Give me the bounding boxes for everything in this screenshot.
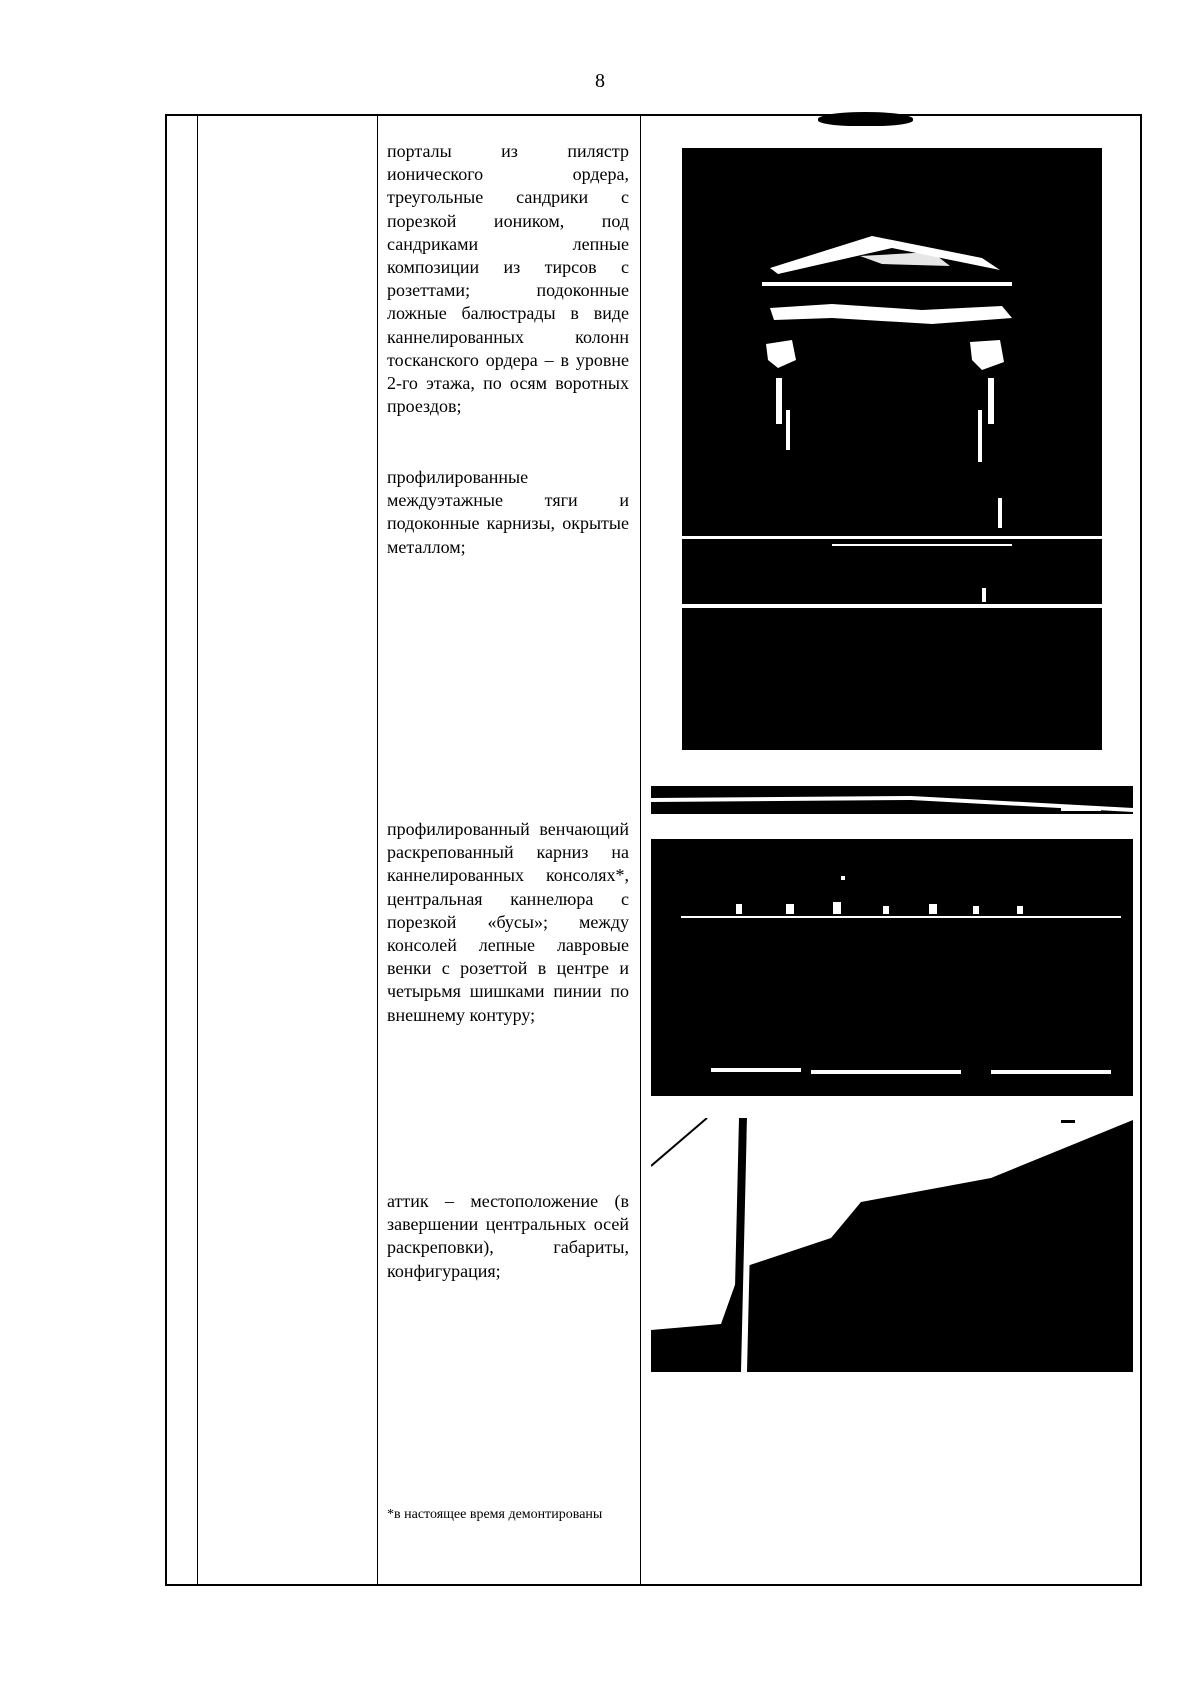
cornice-photo: [651, 836, 1133, 1096]
photo-fragment-top: [818, 112, 913, 126]
description-portals: порталы из пилястр ионического ордера, треугольные сандрики с порезкой иоником, под сандриками лепные композиции из тирсов с розеттами; подоконные ложные балюстрады в виде каннелированных колонн тосканского ордера – в уровне 2-го этажа, по осям воротных проездов;: [387, 141, 629, 417]
portal-photo: [682, 148, 1102, 750]
description-attic: аттик – местоположение (в завершении центральных осей раскреповки), габариты, конфигурация;: [387, 1191, 629, 1281]
attic-photo: [651, 1118, 1133, 1372]
page-number: 8: [595, 70, 605, 92]
column-divider-1: [197, 116, 198, 1584]
cornice-photo-top: [651, 786, 1133, 818]
footnote: *в настоящее время демонтированы: [387, 1507, 603, 1522]
column-divider-2: [377, 116, 378, 1584]
description-belt-courses: профилированные междуэтажные тяги и подоконные карнизы, окрытые металлом;: [387, 467, 629, 557]
description-crowning-cornice: профилированный венчающий раскрепованный карниз на каннелированных консолях*, центральная каннелюра с порезкой «бусы»; между консолей лепные лавровые венки с розеттой в центре и четырьмя шишками пинии по внешнему контуру;: [387, 819, 629, 1025]
column-divider-3: [640, 116, 641, 1584]
